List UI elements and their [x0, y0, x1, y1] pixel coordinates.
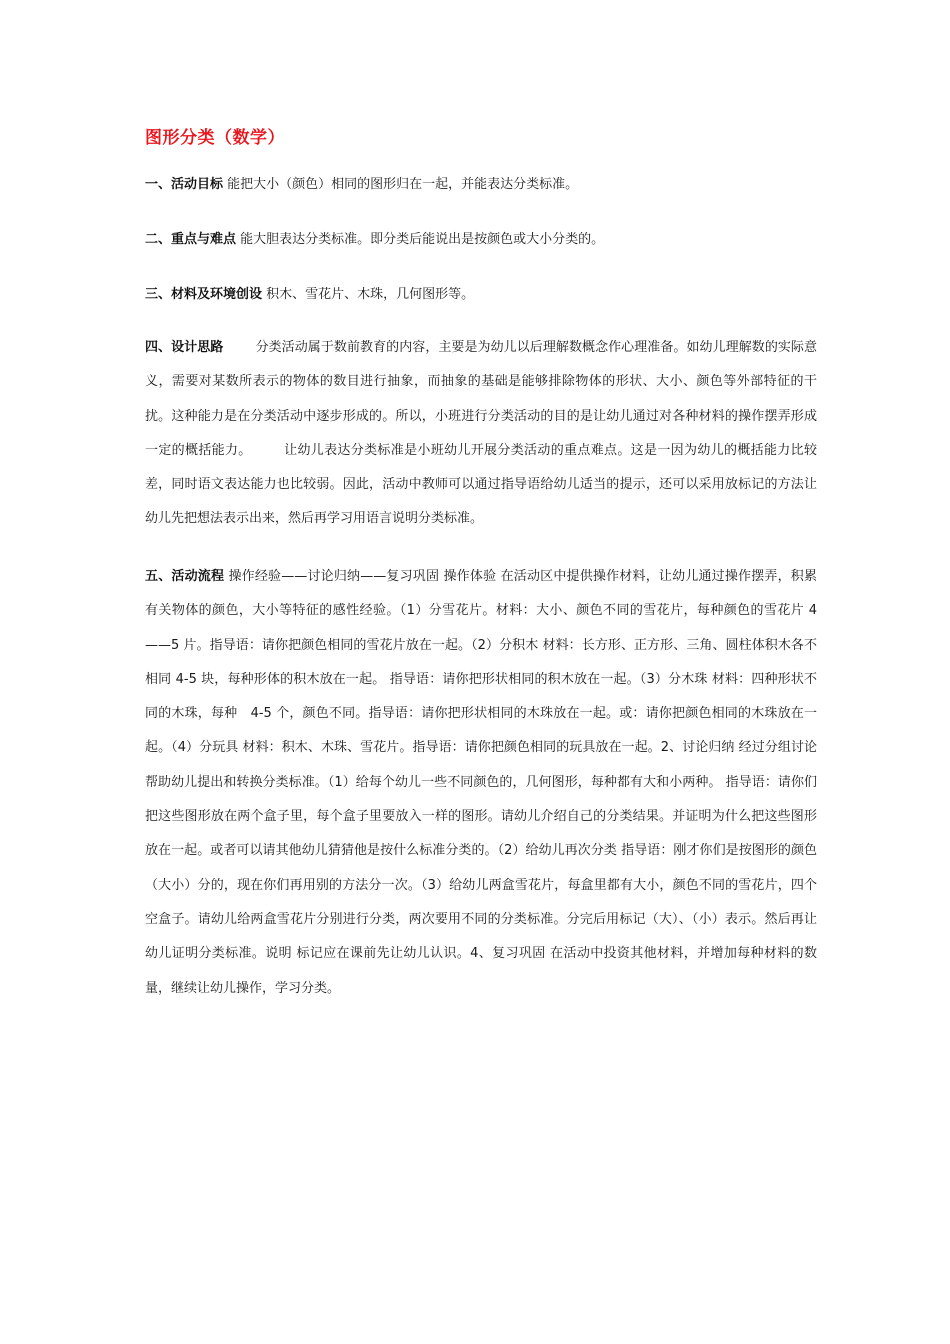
section-materials: [145, 278, 817, 312]
section-key-points: [145, 223, 817, 257]
section-heading: 四、设计思路: [145, 340, 224, 355]
section-heading: 五、活动流程: [145, 569, 225, 584]
section-heading: 三、材料及环境创设: [145, 287, 263, 302]
section-activity-goal: [145, 168, 817, 202]
section-body: 积木、雪花片、木珠，几何图形等。: [266, 287, 475, 302]
section-body: 能大胆表达分类标准。即分类后能说出是按颜色或大小分类的。: [240, 232, 605, 247]
section-body: 能把大小（颜色）相同的图形归在一起，并能表达分类标准。: [227, 177, 579, 192]
section-body-part1: 分类活动属于数前教育的内容，主要是为幼儿以后理解数概念作心理准备。如幼儿理解数的实际意义，需要对某数所表示的物体的数目进行抽象，而抽象的基础是能够排除物体的形状、大小、颜色等外部特征的干扰。这种能力是在分类活动中逐步形成的。所以，小班进行分类活动的目的是让幼儿通过对各种材料的操作摆弄形成一定的概括能力。: [145, 340, 817, 458]
section-heading: 二、重点与难点: [145, 232, 237, 247]
section-activity-process: [145, 560, 817, 1006]
section-design-idea: [145, 331, 817, 537]
document-title: 图形分类（数学）: [145, 128, 285, 148]
section-heading: 一、活动目标: [145, 177, 224, 192]
section-body: 操作经验——讨论归纳——复习巩固 操作体验 在活动区中提供操作材料，让幼儿通过操作摆弄，积累有关物体的颜色，大小等特征的感性经验。（1）分雪花片。材料：大小、颜色不同的雪花片，每种颜色的雪花片 4——5 片。指导语：请你把颜色相同的雪花片放在一起。（2）分积木 材料：长方形、正方形、三角、圆柱体积木各不相同 4-5 块，每种形体的积木放在一起。 指导语：请你把形状相同的积木放在一起。（3）分木珠 材料：四种形状不同的木珠，每种 4-5 个，颜色不同。指导语：请你把形状相同的木珠放在一起。或：请你把颜色相同的木珠放在一起。（4）分玩具 材料：积木、木珠、雪花片。指导语：请你把颜色相同的玩具放在一起。2、讨论归纳 经过分组讨论帮助幼儿提出和转换分类标准。（1）给每个幼儿一些不同颜色的，几何图形，每种都有大和小两种。 指导语：请你们把这些图形放在两个盒子里，每个盒子里要放入一样的图形。请幼儿介绍自己的分类结果。并证明为什么把这些图形放在一起。或者可以请其他幼儿猜猜他是按什么标准分类的。（2）给幼儿再次分类 指导语：刚才你们是按图形的颜色（大小）分的，现在你们再用别的方法分一次。（3）给幼儿两盒雪花片，每盒里都有大小，颜色不同的雪花片，四个空盒子。请幼儿给两盒雪花片分别进行分类，两次要用不同的分类标准。分完后用标记（大）、（小）表示。然后再让幼儿证明分类标准。说明 标记应在课前先让幼儿认识。4、复习巩固 在活动中投资其他材料，并增加每种材料的数量，继续让幼儿操作，学习分类。: [145, 569, 817, 996]
section-body-part2: 让幼儿表达分类标准是小班幼儿开展分类活动的重点难点。这是一因为幼儿的概括能力比较差，同时语文表达能力也比较弱。因此，活动中教师可以通过指导语给幼儿适当的提示，还可以采用放标记的方法让幼儿先把想法表示出来，然后再学习用语言说明分类标准。: [145, 442, 817, 527]
